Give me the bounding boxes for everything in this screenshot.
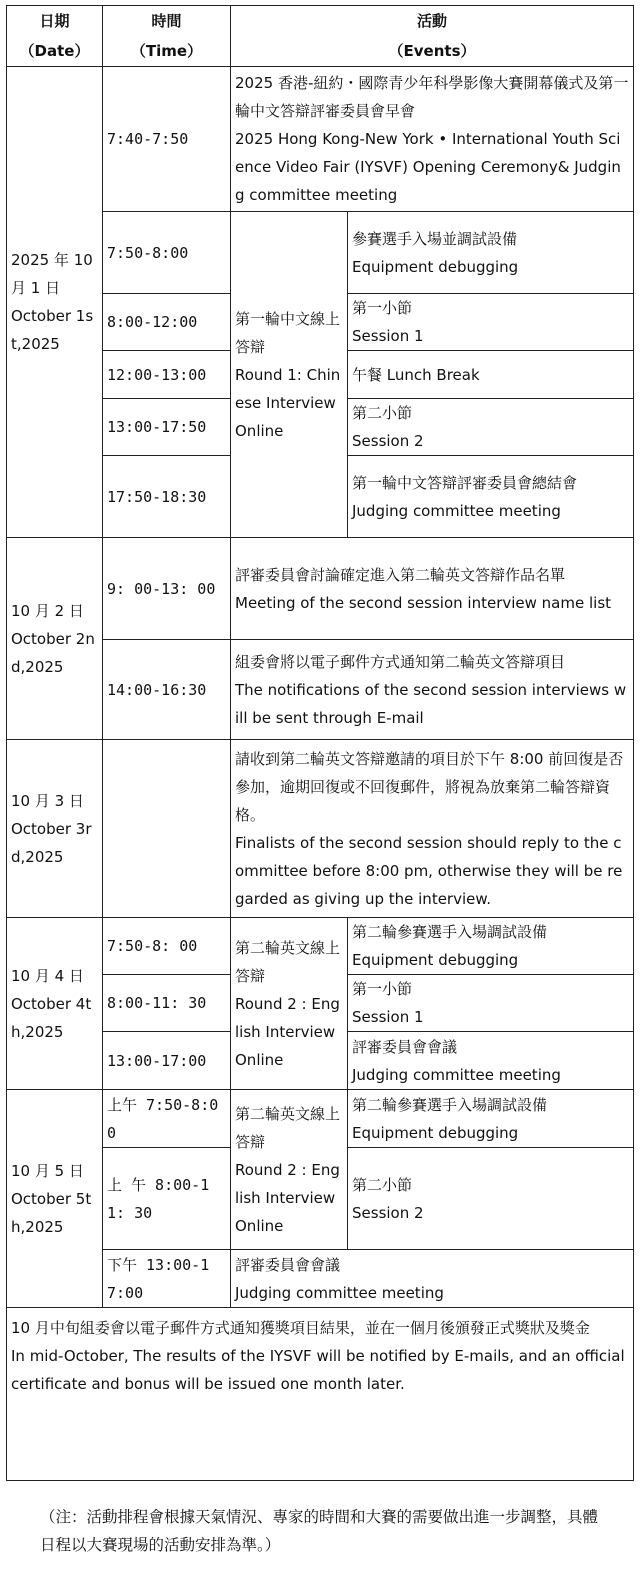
header-date — [7, 6, 103, 67]
table-row — [7, 1308, 634, 1481]
day1-event-2 — [348, 294, 634, 351]
day5-event-1-zh: 第二輪參賽選手入場調試設備 — [352, 1095, 548, 1114]
day1-round-en: Round 1: Chinese Interview Online — [235, 365, 341, 440]
day1-event-4 — [348, 399, 634, 456]
day4-date-en: October 4th,2025 — [11, 994, 92, 1041]
day1-opening-zh: 2025 香港-紐約・國際青少年科學影像大賽開幕儀式及第一輪中文答辯評審委員會早會 — [235, 74, 629, 120]
day4-event-3-en: Judging committee meeting — [352, 1065, 561, 1084]
day2-event-1-en: Meeting of the second session interview name list — [235, 593, 612, 612]
day4-date-zh: 10 月 4 日 — [11, 966, 84, 985]
day5-time-2: 上 午 8:00-11: 30 — [103, 1148, 231, 1250]
day5-event-2-zh: 第二小節 — [352, 1175, 413, 1194]
day3-date-zh: 10 月 3 日 — [11, 791, 84, 810]
day2-event-2 — [231, 640, 634, 740]
day1-round — [231, 212, 348, 538]
day2-time-1: 9: 00-13: 00 — [103, 538, 231, 640]
header-date-en: （Date） — [19, 42, 90, 60]
day4-event-2-zh: 第一小節 — [352, 980, 413, 998]
day5-time-1: 上午 7:50-8:00 — [103, 1090, 231, 1148]
results-en: In mid-October, The results of the IYSVF will be notified by E-mails, and an official certificate and bonus will be issued one month later. — [11, 1347, 625, 1393]
day1-time-2: 8:00-12:00 — [103, 294, 231, 351]
day1-event-1-en: Equipment debugging — [352, 257, 519, 276]
day4-date — [7, 918, 103, 1090]
day5-date-zh: 10 月 5 日 — [11, 1161, 84, 1180]
day5-event-3-en: Judging committee meeting — [235, 1283, 444, 1302]
header-date-zh: 日期 — [39, 12, 70, 30]
day4-event-1 — [348, 918, 634, 975]
day2-time-2: 14:00-16:30 — [103, 640, 231, 740]
day1-event-4-zh: 第二小節 — [352, 404, 413, 422]
day1-opening-event — [231, 67, 634, 212]
day4-event-3 — [348, 1032, 634, 1090]
day5-event-1 — [348, 1090, 634, 1148]
day5-event-2-en: Session 2 — [352, 1203, 424, 1222]
header-time-en: （Time） — [130, 42, 203, 60]
day3-date — [7, 740, 103, 918]
day1-event-3-zh: 午餐 Lunch Break — [352, 365, 480, 384]
day3-event-zh: 請收到第二輪英文答辯邀請的項目於下午 8:00 前回復是否參加，逾期回復或不回復郵件，將視為放棄第二輪答辯資格。 — [235, 749, 624, 824]
day3-event — [231, 740, 634, 918]
table-row — [7, 918, 634, 975]
results-zh: 10 月中旬組委會以電子郵件方式通知獲獎項目結果，並在一個月後頒發正式獎狀及獎金 — [11, 1319, 590, 1337]
header-events — [231, 6, 634, 67]
day1-event-5 — [348, 456, 634, 538]
day4-round — [231, 918, 348, 1090]
header-time-zh: 時間 — [151, 12, 182, 30]
day5-event-3-zh: 評審委員會會議 — [235, 1255, 341, 1274]
day4-time-3: 13:00-17:00 — [103, 1032, 231, 1090]
schedule-table — [6, 5, 634, 1481]
table-row — [7, 538, 634, 640]
day3-event-en: Finalists of the second session should reply to the committee before 8:00 pm, otherwise they will be regarded as giving up the interview. — [235, 833, 623, 908]
day2-event-1-zh: 評審委員會討論確定進入第二輪英文答辯作品名單 — [235, 565, 566, 584]
day5-date — [7, 1090, 103, 1308]
day4-time-1: 7:50-8: 00 — [103, 918, 231, 975]
day1-round-zh: 第一輪中文線上答辯 — [235, 309, 341, 356]
day2-date — [7, 538, 103, 740]
day1-time-3: 12:00-13:00 — [103, 351, 231, 399]
header-time — [103, 6, 231, 67]
header-events-zh: 活動 — [417, 12, 448, 30]
day3-time-empty — [103, 740, 231, 918]
day1-date-zh: 2025 年 10 月 1 日 — [11, 251, 93, 297]
day1-event-5-zh: 第一輪中文答辯評審委員會總結會 — [352, 473, 578, 492]
day5-event-3 — [231, 1250, 634, 1308]
day1-event-4-en: Session 2 — [352, 432, 424, 450]
day5-date-en: October 5th,2025 — [11, 1189, 92, 1236]
day5-round-zh: 第二輪英文線上答辯 — [235, 1104, 341, 1151]
table-row — [7, 1090, 634, 1148]
day4-event-1-zh: 第二輪參賽選手入場調試設備 — [352, 923, 548, 941]
day5-event-1-en: Equipment debugging — [352, 1123, 519, 1142]
header-events-en: （Events） — [388, 42, 476, 60]
day2-event-2-en: The notifications of the second session interviews will be sent through E-mail — [235, 680, 627, 727]
day4-event-2-en: Session 1 — [352, 1008, 424, 1026]
day4-event-1-en: Equipment debugging — [352, 951, 519, 969]
day1-time-1: 7:50-8:00 — [103, 212, 231, 294]
day1-opening-time: 7:40-7:50 — [103, 67, 231, 212]
day2-event-1 — [231, 538, 634, 640]
day4-event-2 — [348, 975, 634, 1032]
table-row — [7, 740, 634, 918]
day1-event-2-zh: 第一小節 — [352, 299, 413, 317]
day5-round — [231, 1090, 348, 1250]
day4-round-en: Round 2 : English Interview Online — [235, 994, 340, 1069]
day1-event-3 — [348, 351, 634, 399]
day1-date — [7, 67, 103, 538]
day5-event-2 — [348, 1148, 634, 1250]
day2-date-zh: 10 月 2 日 — [11, 601, 84, 620]
results-note — [7, 1308, 634, 1481]
day4-time-2: 8:00-11: 30 — [103, 975, 231, 1032]
header-row — [7, 6, 634, 67]
table-row — [7, 67, 634, 212]
day3-date-en: October 3rd,2025 — [11, 819, 92, 866]
day1-event-2-en: Session 1 — [352, 327, 424, 345]
day1-event-1 — [348, 212, 634, 294]
day1-event-5-en: Judging committee meeting — [352, 501, 561, 520]
footnote: （注：活動排程會根據天氣情況、專家的時間和大賽的需要做出進一步調整，具體日程以大賽現場的活動安排為準。） — [40, 1508, 599, 1554]
day5-round-en: Round 2 : English Interview Online — [235, 1160, 340, 1235]
day1-date-en: October 1st,2025 — [11, 307, 94, 353]
day1-time-5: 17:50-18:30 — [103, 456, 231, 538]
day4-round-zh: 第二輪英文線上答辯 — [235, 938, 341, 985]
day4-event-3-zh: 評審委員會會議 — [352, 1037, 458, 1056]
day1-event-1-zh: 參賽選手入場並調試設備 — [352, 229, 518, 248]
day2-event-2-zh: 組委會將以電子郵件方式通知第二輪英文答辯項目 — [235, 652, 566, 671]
day5-time-3: 下午 13:00-17:00 — [103, 1250, 231, 1308]
day2-date-en: October 2nd,2025 — [11, 629, 95, 676]
day1-opening-en: 2025 Hong Kong-New York • International Youth Science Video Fair (IYSVF) Opening Ceremony& Judging committee meeting — [235, 130, 621, 204]
day1-time-4: 13:00-17:50 — [103, 399, 231, 456]
